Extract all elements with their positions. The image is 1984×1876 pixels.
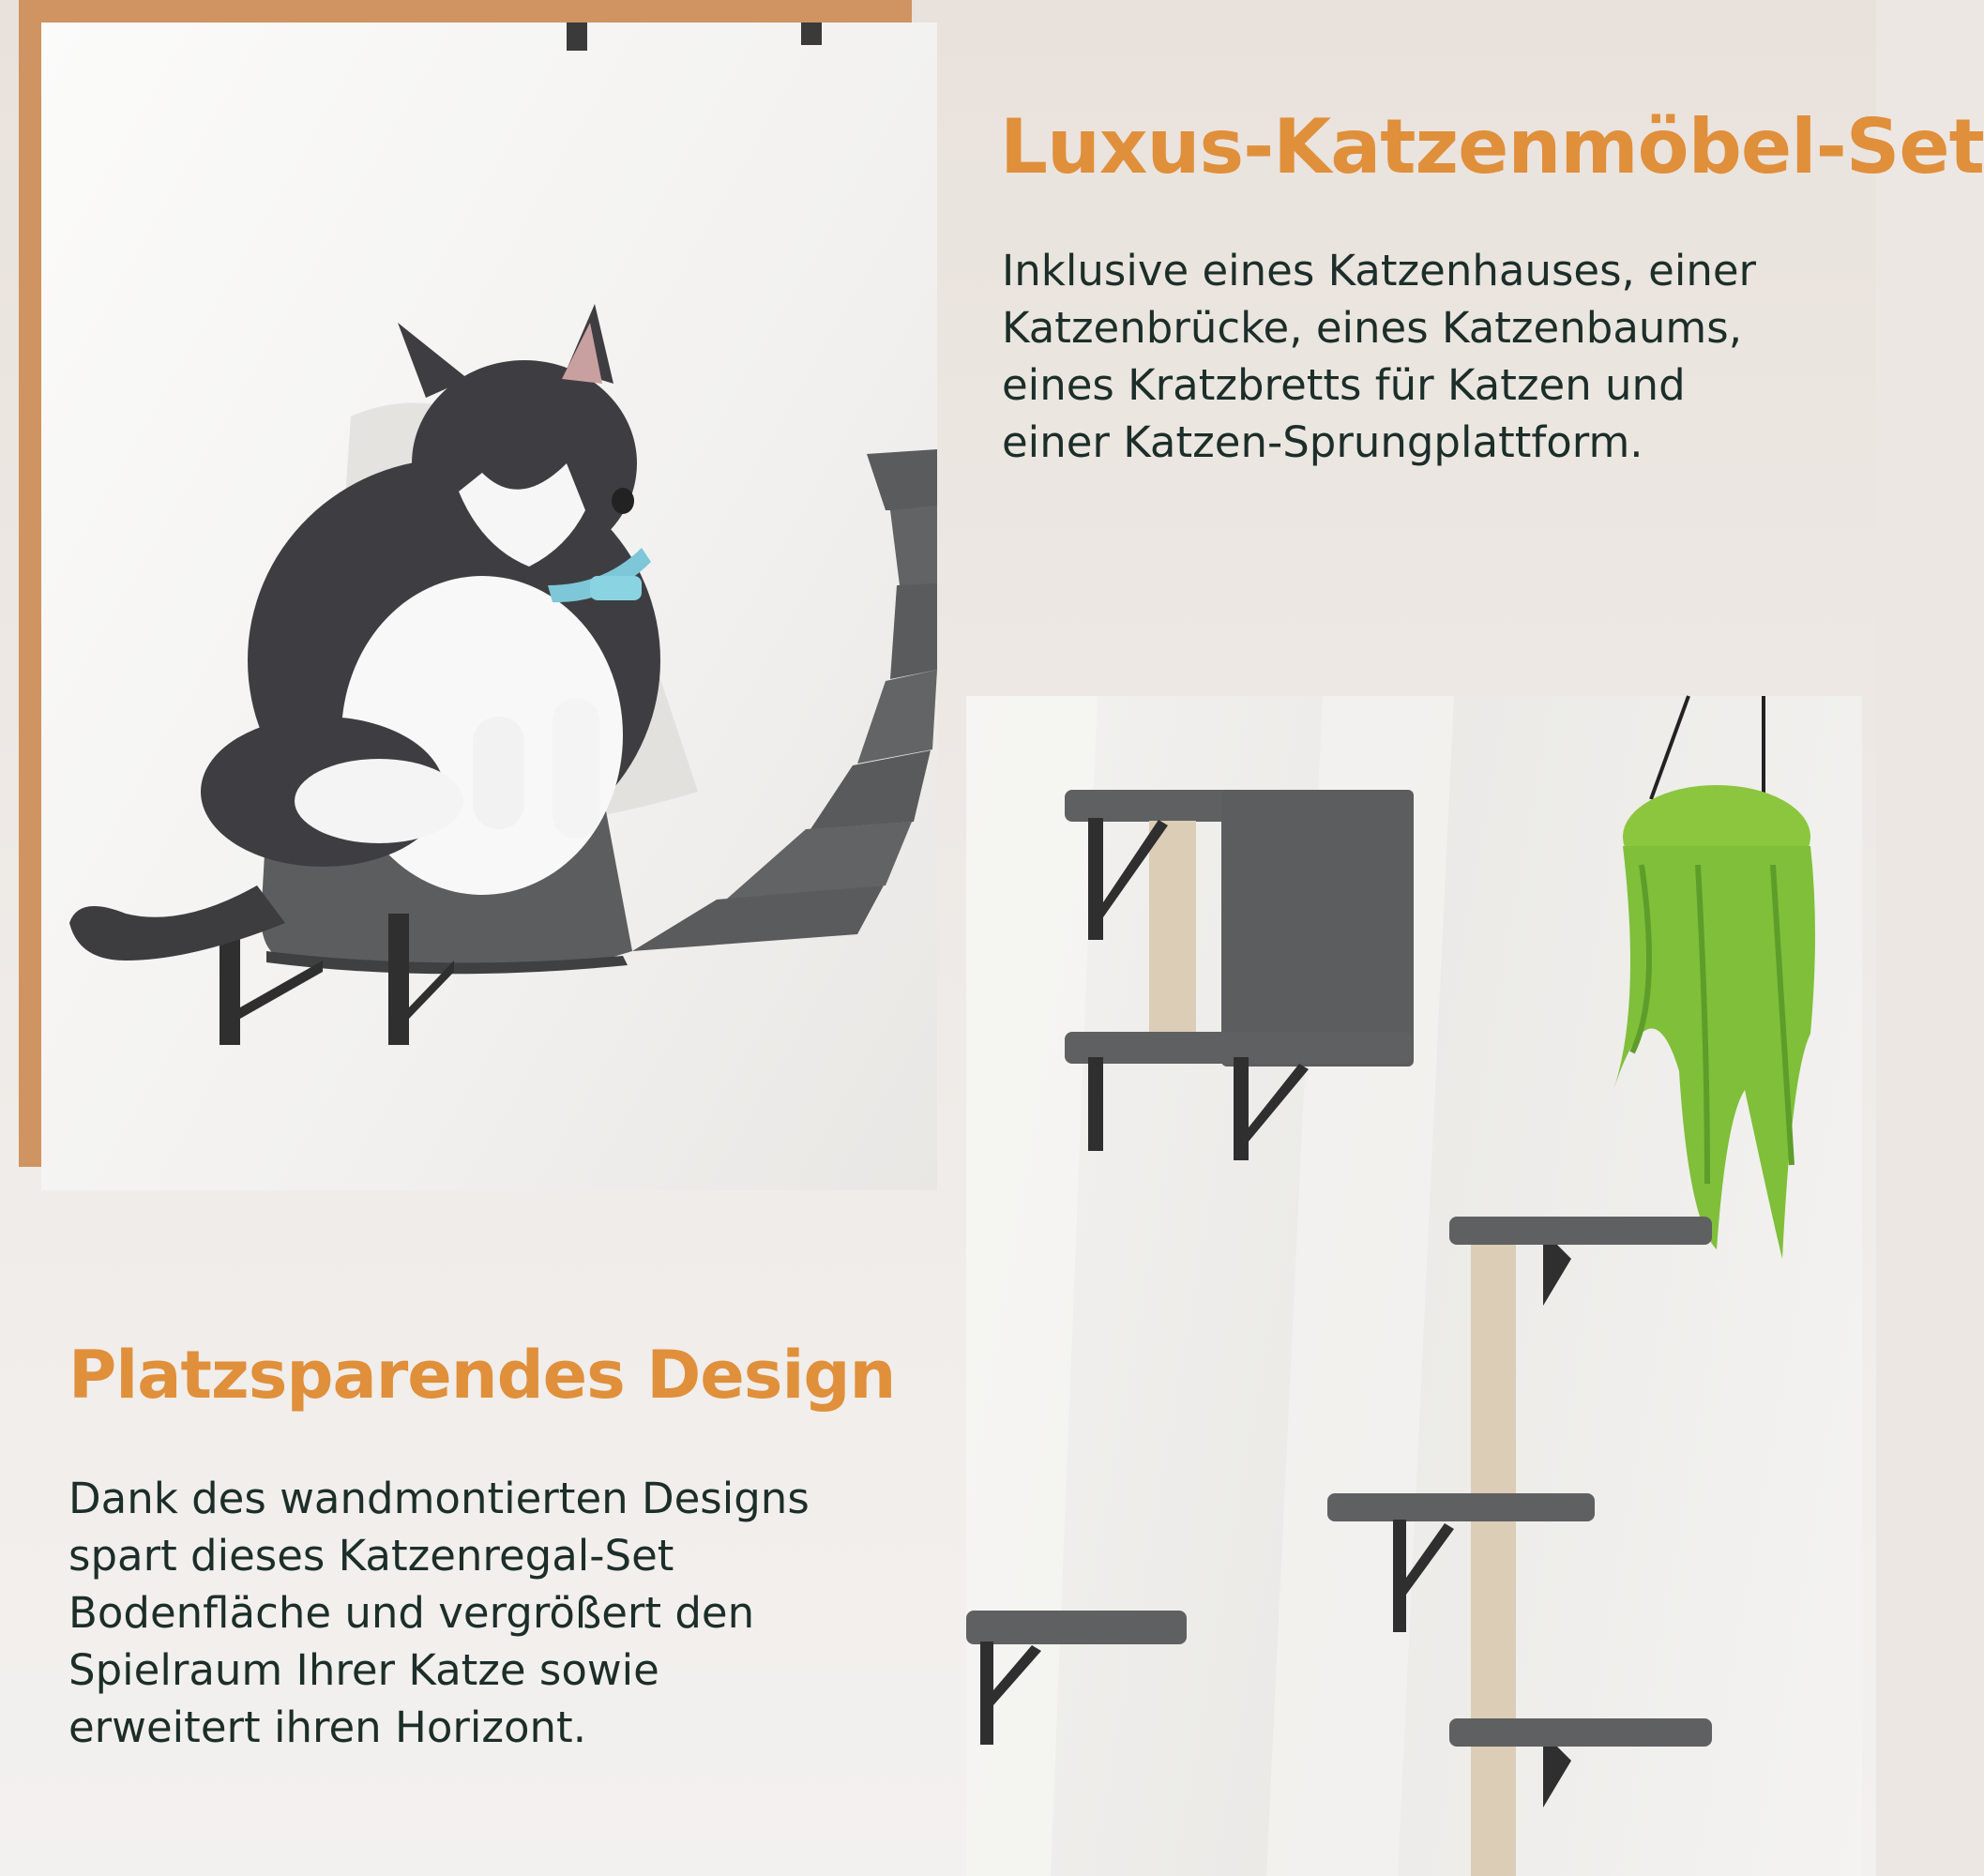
scratching-post xyxy=(1149,821,1196,1036)
section-text-luxus xyxy=(1002,242,1790,471)
cat xyxy=(201,304,660,895)
hanging-plant xyxy=(1613,696,1815,1259)
section-title-platz: Platzsparendes Design xyxy=(68,1337,896,1414)
wall-hook xyxy=(567,23,587,51)
wall-shelves-photo xyxy=(966,696,1862,1876)
cat-bridge-illustration xyxy=(41,23,937,1190)
section-title-luxus: Luxus-Katzenmöbel-Set xyxy=(1000,103,1984,190)
section-text-platz xyxy=(68,1470,875,1756)
cat-tree-post xyxy=(1471,1235,1516,1876)
text-line: Bodenfläche und vergrößert den xyxy=(68,1588,755,1638)
text-line: Inklusive eines Katzenhauses, einer xyxy=(1002,246,1757,295)
text-line: einer Katzen-Sprungplattform. xyxy=(1002,417,1643,467)
cat-tail xyxy=(69,885,285,961)
wall-hook xyxy=(801,23,822,45)
text-line: Spielraum Ihrer Katze sowie xyxy=(68,1645,659,1695)
jump-platform xyxy=(966,1611,1187,1644)
text-line: eines Kratzbretts für Katzen und xyxy=(1002,360,1686,410)
text-line: Katzenbrücke, eines Katzenbaums, xyxy=(1002,303,1742,353)
wall-shelves-illustration xyxy=(966,696,1862,1876)
text-line: erweitert ihren Horizont. xyxy=(68,1702,586,1752)
text-line: spart dieses Katzenregal-Set xyxy=(68,1531,674,1581)
cat-bridge-photo xyxy=(41,23,937,1190)
text-line: Dank des wandmontierten Designs xyxy=(68,1474,810,1523)
